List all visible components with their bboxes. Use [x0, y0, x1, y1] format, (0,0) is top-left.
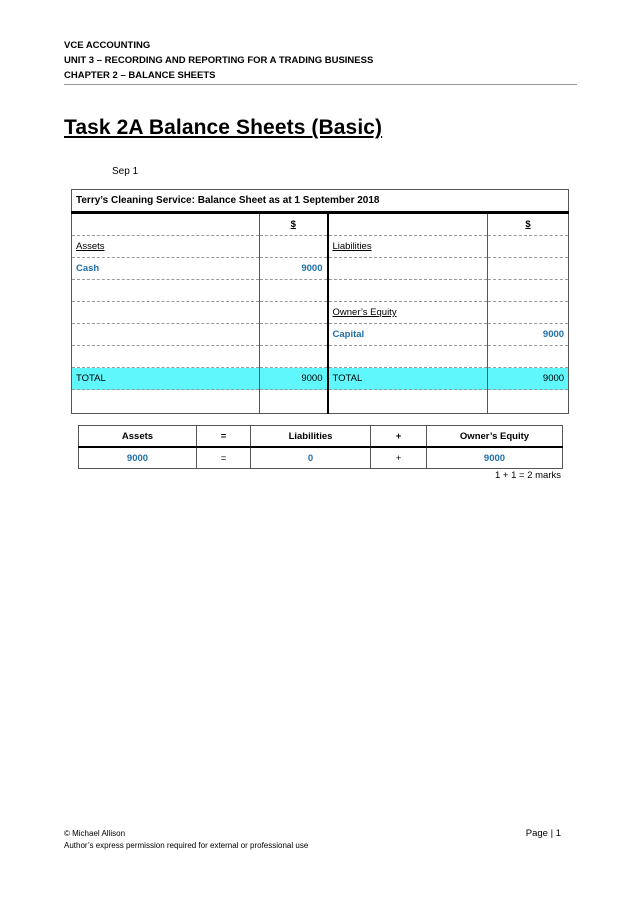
cash-value: 9000 [260, 258, 328, 280]
permission-text: Author’s express permission required for external or professional use [64, 841, 309, 850]
owners-equity-heading: Owner’s Equity [328, 302, 488, 324]
date-label: Sep 1 [112, 166, 139, 177]
equation-header-plus: + [371, 426, 427, 448]
marks-note: 1 + 1 = 2 marks [494, 470, 561, 481]
equation-header-assets: Assets [79, 426, 197, 448]
header-divider [64, 84, 577, 85]
accounting-equation-table [78, 425, 563, 469]
balance-sheet-title-row [72, 190, 569, 213]
currency-right: $ [488, 213, 569, 236]
table-row [72, 258, 569, 280]
table-row [72, 324, 569, 346]
page-title: Task 2A Balance Sheets (Basic) [64, 116, 383, 139]
header-chapter: CHAPTER 2 – BALANCE SHEETS [64, 70, 216, 81]
equation-values-row [79, 447, 563, 469]
equation-assets-value: 9000 [79, 447, 197, 469]
balance-sheet-table [71, 189, 569, 414]
liabilities-heading: Liabilities [328, 236, 488, 258]
document-header [64, 38, 577, 83]
equation-header-owners-equity: Owner’s Equity [427, 426, 563, 448]
total-right-value: 9000 [488, 368, 569, 390]
equation-header-liabilities: Liabilities [251, 426, 371, 448]
copyright-text: © Michael Allison [64, 829, 126, 838]
table-row [72, 280, 569, 302]
capital-label: Capital [328, 324, 488, 346]
equation-plus-sign: + [371, 447, 427, 469]
header-unit: UNIT 3 – RECORDING AND REPORTING FOR A TRADING BUSINESS [64, 55, 374, 66]
equation-liabilities-value: 0 [251, 447, 371, 469]
total-row [72, 368, 569, 390]
equation-header-equals: = [197, 426, 251, 448]
header-course: VCE ACCOUNTING [64, 40, 151, 51]
footer-copyright [64, 828, 308, 852]
equation-header-row [79, 426, 563, 448]
page-number: Page | 1 [525, 828, 561, 839]
table-row [72, 302, 569, 324]
currency-row [72, 213, 569, 236]
assets-heading: Assets [72, 236, 260, 258]
section-heading-row [72, 236, 569, 258]
total-right-label: TOTAL [328, 368, 488, 390]
equation-equals-sign: = [197, 447, 251, 469]
cash-label: Cash [72, 258, 260, 280]
equation-owners-equity-value: 9000 [427, 447, 563, 469]
total-left-value: 9000 [260, 368, 328, 390]
total-left-label: TOTAL [72, 368, 260, 390]
capital-value: 9000 [488, 324, 569, 346]
currency-left: $ [260, 213, 328, 236]
balance-sheet-title: Terry’s Cleaning Service: Balance Sheet as at 1 September 2018 [72, 190, 569, 213]
table-row [72, 346, 569, 368]
table-row [72, 390, 569, 414]
